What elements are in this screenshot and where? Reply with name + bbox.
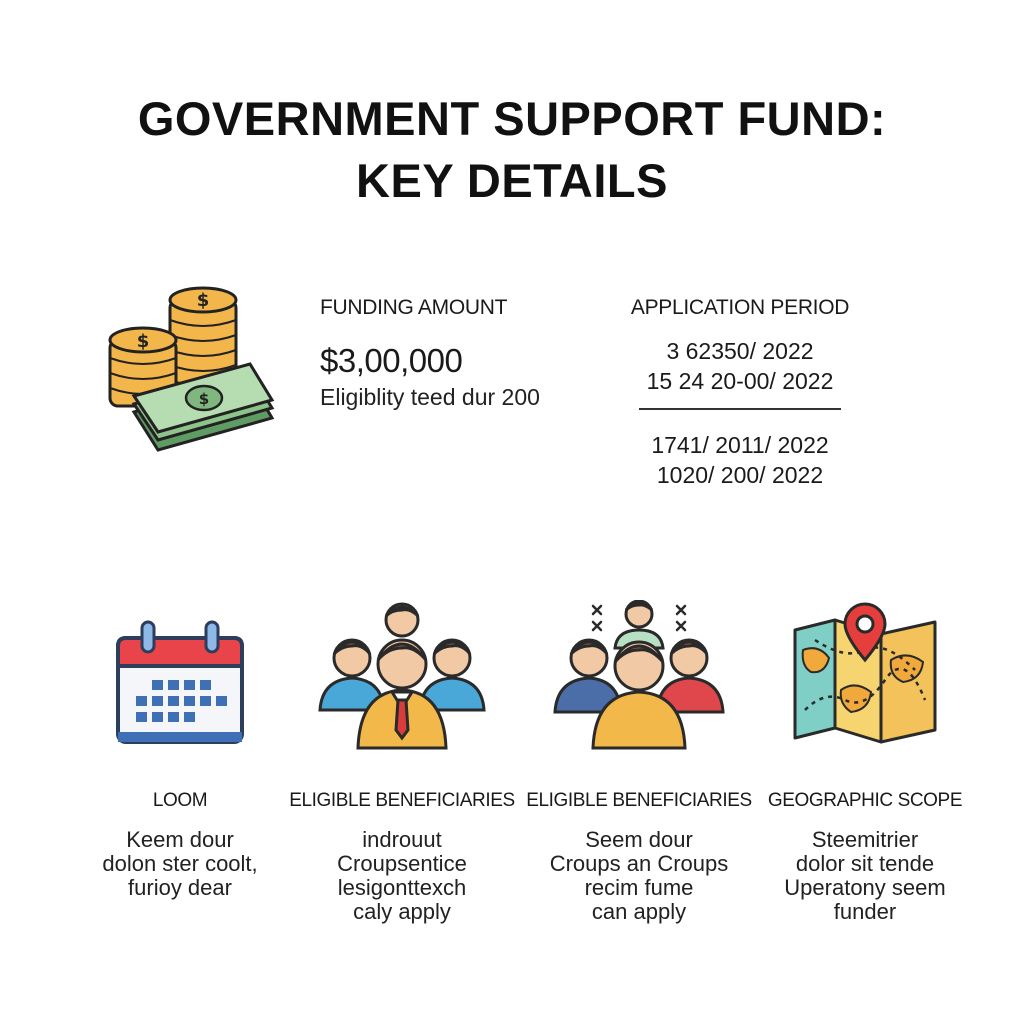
period-divider [639,408,841,410]
detail-column-beneficiaries-2 [524,590,754,924]
page-title-line-1: GOVERNMENT SUPPORT FUND: [137,92,887,145]
svg-text:$: $ [136,331,150,352]
column-body-line: furioy dear [128,875,232,900]
funding-amount-label: FUNDING AMOUNT [320,296,508,319]
funding-amount-value: $3,00,000 [320,342,463,379]
column-body [750,828,980,924]
column-heading: GEOGRAPHIC SCOPE [767,790,963,811]
calendar-icon [110,620,250,750]
application-date: 15 24 20-00/ 2022 [646,368,834,394]
detail-column-geographic-scope [750,590,980,924]
column-body-line: Seem dour [585,827,693,852]
svg-text:$: $ [198,390,210,408]
column-heading: LOOM [152,790,208,811]
column-body [287,828,517,924]
column-body-line: caly apply [353,899,451,924]
column-body-line: Croupsentice [337,851,467,876]
detail-column-beneficiaries [287,590,517,924]
application-date: 1020/ 200/ 2022 [656,462,824,488]
application-date: 1741/ 2011/ 2022 [651,432,829,458]
page-title-line-2: KEY DETAILS [356,154,668,207]
column-body [65,828,295,900]
application-date: 3 62350/ 2022 [666,338,814,364]
money-stack-icon [100,280,280,460]
column-body-line: funder [833,899,897,924]
map-pin-icon [785,600,945,750]
column-heading: ELIGIBLE BENEFICIARIES [526,790,752,811]
svg-text:$: $ [196,290,210,311]
people-group-alt-icon [549,600,729,750]
column-body-line: indrouut [362,827,442,852]
column-body-line: Uperatony seem [784,875,946,900]
column-heading: ELIGIBLE BENEFICIARIES [289,790,515,811]
funding-eligibility-note: Eligiblity teed dur 200 [320,384,540,410]
column-body-line: recim fume [584,875,694,900]
column-body-line: dolon ster coolt, [102,851,258,876]
column-body-line: Keem dour [126,827,234,852]
detail-column-loom [65,590,295,900]
application-period-label: APPLICATION PERIOD [630,296,850,319]
column-body [524,828,754,924]
page-title [0,88,1024,212]
application-period-block [620,296,860,490]
column-body-line: Steemitrier [811,827,919,852]
column-body-line: dolor sit tende [795,851,935,876]
people-group-icon [312,600,492,750]
column-body-line: lesigonttexch [337,875,467,900]
funding-amount-block [320,296,580,411]
column-body-line: can apply [591,899,687,924]
column-body-line: Croups an Croups [549,851,729,876]
